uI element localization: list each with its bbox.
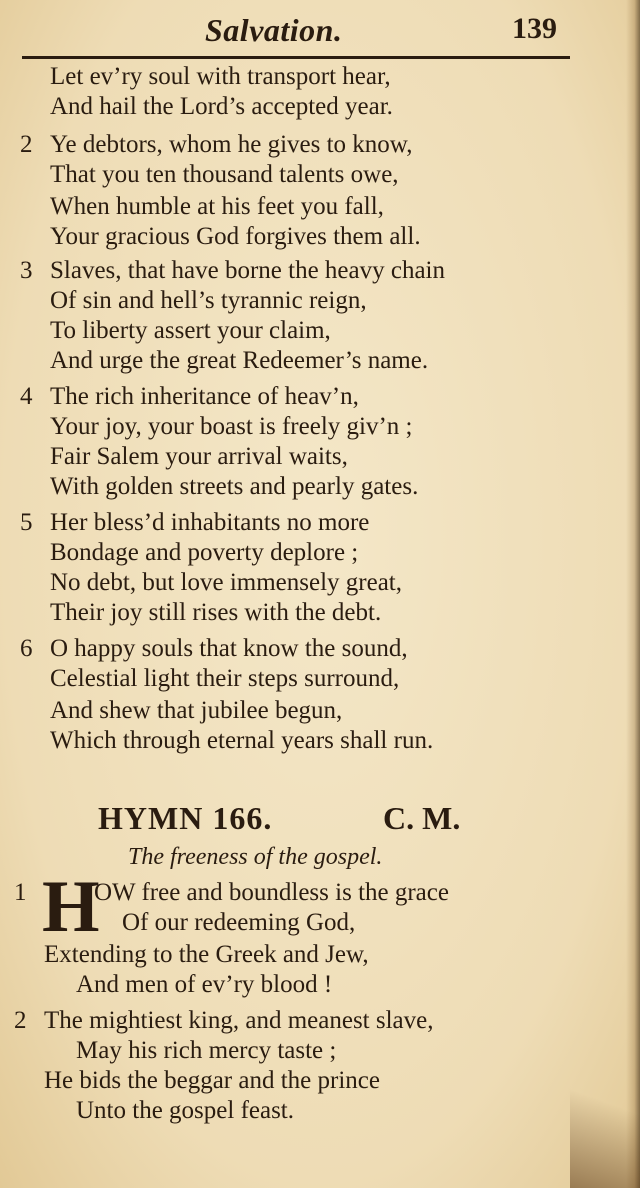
verse-line: And hail the Lord’s accepted year. — [50, 93, 393, 120]
verse-line: And men of ev’ry blood ! — [76, 971, 333, 998]
verse-line: He bids the beggar and the prince — [44, 1067, 380, 1094]
page-corner-stain — [570, 1048, 640, 1188]
verse-line: Bondage and poverty deplore ; — [50, 539, 359, 566]
verse-line: With golden streets and pearly gates. — [50, 473, 419, 500]
verse-line: Of sin and hell’s tyrannic reign, — [50, 287, 367, 314]
header-rule — [22, 56, 570, 59]
verse-line: No debt, but love immensely great, — [50, 569, 403, 596]
stanza-number: 4 — [20, 383, 33, 410]
verse-line: Of our redeeming God, — [122, 909, 356, 936]
hymn-number: HYMN 166. — [98, 800, 273, 836]
verse-line: OW free and boundless is the grace — [94, 879, 449, 906]
verse-line: Her bless’d inhabitants no more — [50, 509, 370, 536]
verse-line: Extending to the Greek and Jew, — [44, 941, 369, 968]
verse-line: To liberty assert your claim, — [50, 317, 331, 344]
verse-line: Their joy still rises with the debt. — [50, 599, 382, 626]
verse-line: Slaves, that have borne the heavy chain — [50, 257, 445, 284]
stanza-number: 3 — [20, 257, 33, 284]
verse-line: The mightiest king, and meanest slave, — [44, 1007, 434, 1034]
verse-line: That you ten thousand talents owe, — [50, 161, 399, 188]
verse-line: May his rich mercy taste ; — [76, 1037, 337, 1064]
verse-line: Unto the gospel feast. — [76, 1097, 295, 1124]
page-number: 139 — [512, 12, 557, 45]
stanza-number: 6 — [20, 635, 33, 662]
verse-line: Let ev’ry soul with transport hear, — [50, 63, 391, 90]
hymn-meter: C. M. — [383, 800, 461, 836]
verse-line: When humble at his feet you fall, — [50, 193, 384, 220]
verse-line: Your gracious God forgives them all. — [50, 223, 421, 250]
verse-line: Ye debtors, whom he gives to know, — [50, 131, 413, 158]
verse-line: Fair Salem your arrival waits, — [50, 443, 348, 470]
verse-line: O happy souls that know the sound, — [50, 635, 408, 662]
verse-line: And urge the great Redeemer’s name. — [50, 347, 429, 374]
drop-cap: H — [42, 866, 100, 948]
stanza-number: 2 — [14, 1007, 27, 1034]
verse-line: Celestial light their steps surround, — [50, 665, 400, 692]
stanza-number: 2 — [20, 131, 33, 158]
stanza-number: 1 — [14, 879, 27, 906]
running-title: Salvation. — [205, 12, 343, 48]
hymn-subtitle: The freeness of the gospel. — [128, 844, 383, 870]
verse-line: The rich inheritance of heav’n, — [50, 383, 359, 410]
stanza-number: 5 — [20, 509, 33, 536]
verse-line: Which through eternal years shall run. — [50, 727, 434, 754]
verse-line: Your joy, your boast is freely giv’n ; — [50, 413, 413, 440]
page-edge-shadow — [626, 0, 640, 1188]
verse-line: And shew that jubilee begun, — [50, 697, 343, 724]
